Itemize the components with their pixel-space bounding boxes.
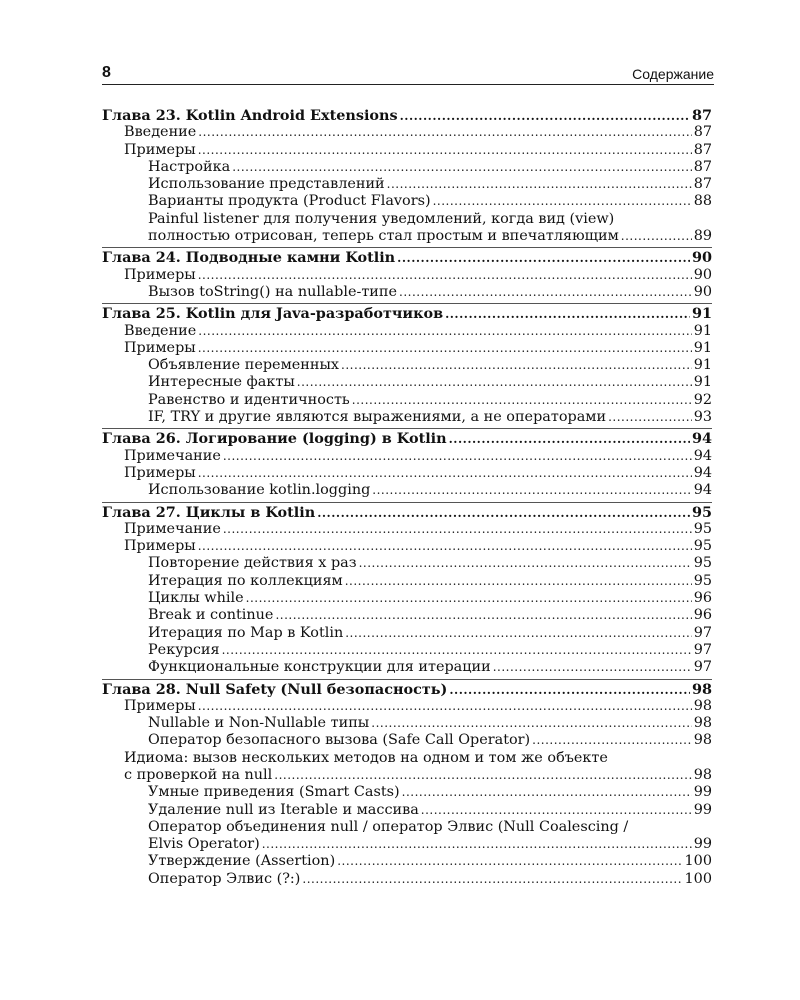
page-ref: 89 bbox=[693, 228, 712, 245]
page-ref: 95 bbox=[693, 520, 712, 537]
dot-leader bbox=[399, 284, 692, 301]
chapter-title: Глава 25. Kotlin для Java-разработчиков bbox=[102, 305, 444, 323]
toc-entry[interactable] bbox=[102, 465, 712, 482]
dot-leader bbox=[400, 108, 690, 125]
page-ref: 95 bbox=[693, 555, 712, 572]
toc-entry[interactable] bbox=[102, 340, 712, 357]
toc-entry[interactable] bbox=[102, 625, 712, 642]
page-ref: 98 bbox=[693, 766, 712, 783]
toc-entry-wrapped[interactable] bbox=[102, 750, 712, 785]
dot-leader bbox=[232, 159, 691, 176]
chapter-divider bbox=[102, 428, 712, 429]
toc-entry[interactable] bbox=[102, 124, 712, 141]
dot-leader bbox=[359, 555, 692, 572]
toc-entry[interactable] bbox=[102, 267, 712, 284]
entry-title: Break и continue bbox=[148, 607, 274, 624]
entry-title: Оператор безопасного вызова (Safe Call Operator) bbox=[148, 732, 531, 749]
toc-chapter-25[interactable] bbox=[102, 305, 712, 322]
dot-leader bbox=[297, 374, 692, 391]
entry-title: Использование представлений bbox=[148, 176, 385, 193]
page-ref: 96 bbox=[693, 590, 712, 607]
page-ref: 90 bbox=[693, 266, 712, 283]
dot-leader bbox=[198, 538, 692, 555]
dot-leader bbox=[198, 465, 692, 482]
entry-title: Итерация по Map в Kotlin bbox=[148, 624, 344, 641]
table-of-contents bbox=[102, 106, 712, 888]
entry-title: полностью отрисован, теперь стал простым и впечатляющим bbox=[148, 228, 619, 245]
page-ref: 98 bbox=[693, 715, 712, 732]
page-ref: 88 bbox=[693, 193, 712, 210]
entry-title: Умные приведения (Smart Casts) bbox=[148, 784, 400, 801]
dot-leader bbox=[262, 836, 692, 853]
page-ref: 92 bbox=[693, 391, 712, 408]
toc-chapter-26[interactable] bbox=[102, 430, 712, 447]
dot-leader bbox=[302, 871, 682, 888]
dot-leader bbox=[433, 193, 692, 210]
entry-title: Циклы while bbox=[148, 590, 244, 607]
entry-title: Настройка bbox=[148, 158, 231, 175]
dot-leader bbox=[532, 732, 692, 749]
dot-leader bbox=[449, 431, 690, 448]
dot-leader bbox=[198, 267, 692, 284]
page-ref: 87 bbox=[693, 158, 712, 175]
page-ref: 90 bbox=[691, 249, 712, 267]
dot-leader bbox=[337, 853, 682, 870]
chapter-divider bbox=[102, 303, 712, 304]
entry-title: Примеры bbox=[124, 538, 196, 555]
dot-leader bbox=[223, 448, 692, 465]
entry-title: Использование kotlin.logging bbox=[148, 482, 371, 499]
dot-leader bbox=[198, 124, 691, 141]
entry-title-line1: Painful listener для получения уведомлений, когда вид (view) bbox=[148, 210, 615, 227]
toc-entry[interactable] bbox=[102, 392, 712, 409]
entry-title: Повторение действия x раз bbox=[148, 555, 357, 572]
toc-chapter-28[interactable] bbox=[102, 681, 712, 698]
dot-leader bbox=[345, 625, 691, 642]
entry-title: Примеры bbox=[124, 464, 196, 481]
toc-entry[interactable] bbox=[102, 323, 712, 340]
toc-entry[interactable] bbox=[102, 193, 712, 210]
page-ref: 94 bbox=[693, 482, 712, 499]
dot-leader bbox=[317, 505, 690, 522]
toc-chapter-23[interactable] bbox=[102, 107, 712, 124]
page-ref: 95 bbox=[693, 538, 712, 555]
page-ref: 94 bbox=[691, 430, 712, 448]
page-number: 8 bbox=[102, 64, 111, 81]
dot-leader bbox=[421, 802, 692, 819]
section-title: Содержание bbox=[632, 66, 714, 82]
page-ref: 87 bbox=[693, 141, 712, 158]
page-ref: 87 bbox=[693, 176, 712, 193]
toc-entry[interactable] bbox=[102, 142, 712, 159]
toc-entry[interactable] bbox=[102, 853, 712, 870]
entry-title: Примеры bbox=[124, 697, 196, 714]
toc-entry[interactable] bbox=[102, 784, 712, 801]
toc-entry[interactable] bbox=[102, 374, 712, 391]
toc-entry[interactable] bbox=[102, 698, 712, 715]
entry-title: Вызов toString() на nullable-типе bbox=[148, 283, 397, 300]
entry-title: Elvis Operator) bbox=[148, 836, 260, 853]
page-ref: 96 bbox=[693, 607, 712, 624]
toc-entry[interactable] bbox=[102, 590, 712, 607]
page-ref: 87 bbox=[693, 124, 712, 141]
toc-entry-wrapped[interactable] bbox=[102, 211, 712, 246]
toc-entry[interactable] bbox=[102, 555, 712, 572]
page-ref: 95 bbox=[691, 503, 712, 521]
dot-leader bbox=[345, 573, 692, 590]
page-ref: 91 bbox=[693, 322, 712, 339]
toc-entry[interactable] bbox=[102, 642, 712, 659]
page-ref: 100 bbox=[684, 853, 712, 870]
toc-entry[interactable] bbox=[102, 284, 712, 301]
dot-leader bbox=[445, 306, 690, 323]
entry-title: Варианты продукта (Product Flavors) bbox=[148, 193, 431, 210]
page-ref: 99 bbox=[693, 836, 712, 853]
toc-entry[interactable] bbox=[102, 573, 712, 590]
entry-title: Оператор Элвис (?:) bbox=[148, 870, 301, 887]
entry-title: Объявление переменных bbox=[148, 357, 340, 374]
page-ref: 93 bbox=[693, 409, 712, 426]
entry-title: Примеры bbox=[124, 266, 196, 283]
toc-entry[interactable] bbox=[102, 607, 712, 624]
page-ref: 97 bbox=[693, 641, 712, 658]
dot-leader bbox=[387, 176, 692, 193]
toc-entry[interactable] bbox=[102, 521, 712, 538]
dot-leader bbox=[372, 482, 691, 499]
page-ref: 97 bbox=[693, 659, 712, 676]
toc-entry-wrapped[interactable] bbox=[102, 819, 712, 854]
page-ref: 87 bbox=[691, 107, 712, 124]
toc-entry[interactable] bbox=[102, 176, 712, 193]
toc-entry[interactable] bbox=[102, 715, 712, 732]
toc-entry[interactable] bbox=[102, 448, 712, 465]
page-ref: 94 bbox=[693, 447, 712, 464]
dot-leader bbox=[198, 340, 692, 357]
dot-leader bbox=[222, 642, 692, 659]
dot-leader bbox=[198, 142, 692, 159]
dot-leader bbox=[449, 682, 690, 699]
toc-entry[interactable] bbox=[102, 659, 712, 676]
toc-entry[interactable] bbox=[102, 802, 712, 819]
page-ref: 91 bbox=[693, 339, 712, 356]
page-ref: 98 bbox=[693, 697, 712, 714]
chapter-divider bbox=[102, 502, 712, 503]
entry-title: Примеры bbox=[124, 339, 196, 356]
page-ref: 99 bbox=[693, 784, 712, 801]
entry-title: Утверждение (Assertion) bbox=[148, 853, 336, 870]
dot-leader bbox=[621, 228, 692, 245]
chapter-divider bbox=[102, 679, 712, 680]
dot-leader bbox=[198, 698, 692, 715]
dot-leader bbox=[397, 250, 690, 267]
entry-title: Интересные факты bbox=[148, 374, 295, 391]
entry-title: Введение bbox=[124, 124, 197, 141]
page-ref: 98 bbox=[693, 732, 712, 749]
dot-leader bbox=[275, 607, 691, 624]
entry-title: IF, TRY и другие являются выражениями, а не операторами bbox=[148, 409, 607, 426]
chapter-divider bbox=[102, 247, 712, 248]
dot-leader bbox=[223, 521, 692, 538]
entry-title: Рекурсия bbox=[148, 641, 220, 658]
toc-entry[interactable] bbox=[102, 409, 712, 426]
page-ref: 91 bbox=[693, 357, 712, 374]
entry-title: Nullable и Non-Nullable типы bbox=[148, 715, 370, 732]
toc-entry[interactable] bbox=[102, 482, 712, 499]
toc-chapter-24[interactable] bbox=[102, 249, 712, 266]
page-ref: 98 bbox=[691, 680, 712, 698]
chapter-title: Глава 27. Циклы в Kotlin bbox=[102, 503, 316, 521]
page-ref: 91 bbox=[693, 374, 712, 391]
dot-leader bbox=[341, 357, 692, 374]
dot-leader bbox=[198, 323, 691, 340]
page-header bbox=[102, 62, 714, 85]
entry-title: с проверкой на null bbox=[124, 766, 273, 783]
page-ref: 91 bbox=[691, 305, 712, 323]
page-ref: 99 bbox=[693, 801, 712, 818]
entry-title-line1: Идиома: вызов нескольких методов на одном и том же объекте bbox=[124, 749, 608, 766]
chapter-title: Глава 23. Kotlin Android Extensions bbox=[102, 107, 398, 124]
dot-leader bbox=[352, 392, 692, 409]
entry-title: Примечание bbox=[124, 447, 221, 464]
dot-leader bbox=[246, 590, 692, 607]
chapter-title: Глава 26. Логирование (logging) в Kotlin bbox=[102, 430, 447, 448]
page-ref: 90 bbox=[693, 283, 712, 300]
entry-title: Равенство и идентичность bbox=[148, 391, 350, 408]
dot-leader bbox=[371, 715, 691, 732]
toc-chapter-27[interactable] bbox=[102, 504, 712, 521]
entry-title: Примеры bbox=[124, 141, 196, 158]
chapter-title: Глава 28. Null Safety (Null безопасность) bbox=[102, 680, 448, 698]
toc-entry[interactable] bbox=[102, 871, 712, 888]
page-ref: 95 bbox=[693, 572, 712, 589]
toc-entry[interactable] bbox=[102, 538, 712, 555]
toc-entry[interactable] bbox=[102, 732, 712, 749]
page-ref: 94 bbox=[693, 464, 712, 481]
chapter-title: Глава 24. Подводные камни Kotlin bbox=[102, 249, 396, 267]
toc-entry[interactable] bbox=[102, 159, 712, 176]
dot-leader bbox=[274, 767, 691, 784]
entry-title: Удаление null из Iterable и массива bbox=[148, 801, 419, 818]
toc-entry[interactable] bbox=[102, 357, 712, 374]
dot-leader bbox=[608, 409, 692, 426]
page-ref: 97 bbox=[693, 624, 712, 641]
dot-leader bbox=[402, 784, 692, 801]
entry-title: Введение bbox=[124, 322, 197, 339]
entry-title-line1: Оператор объединения null / оператор Элвис (Null Coalescing / bbox=[148, 818, 629, 835]
dot-leader bbox=[493, 659, 692, 676]
entry-title: Итерация по коллекциям bbox=[148, 572, 343, 589]
page-ref: 100 bbox=[684, 870, 712, 887]
entry-title: Функциональные конструкции для итерации bbox=[148, 659, 491, 676]
entry-title: Примечание bbox=[124, 520, 221, 537]
